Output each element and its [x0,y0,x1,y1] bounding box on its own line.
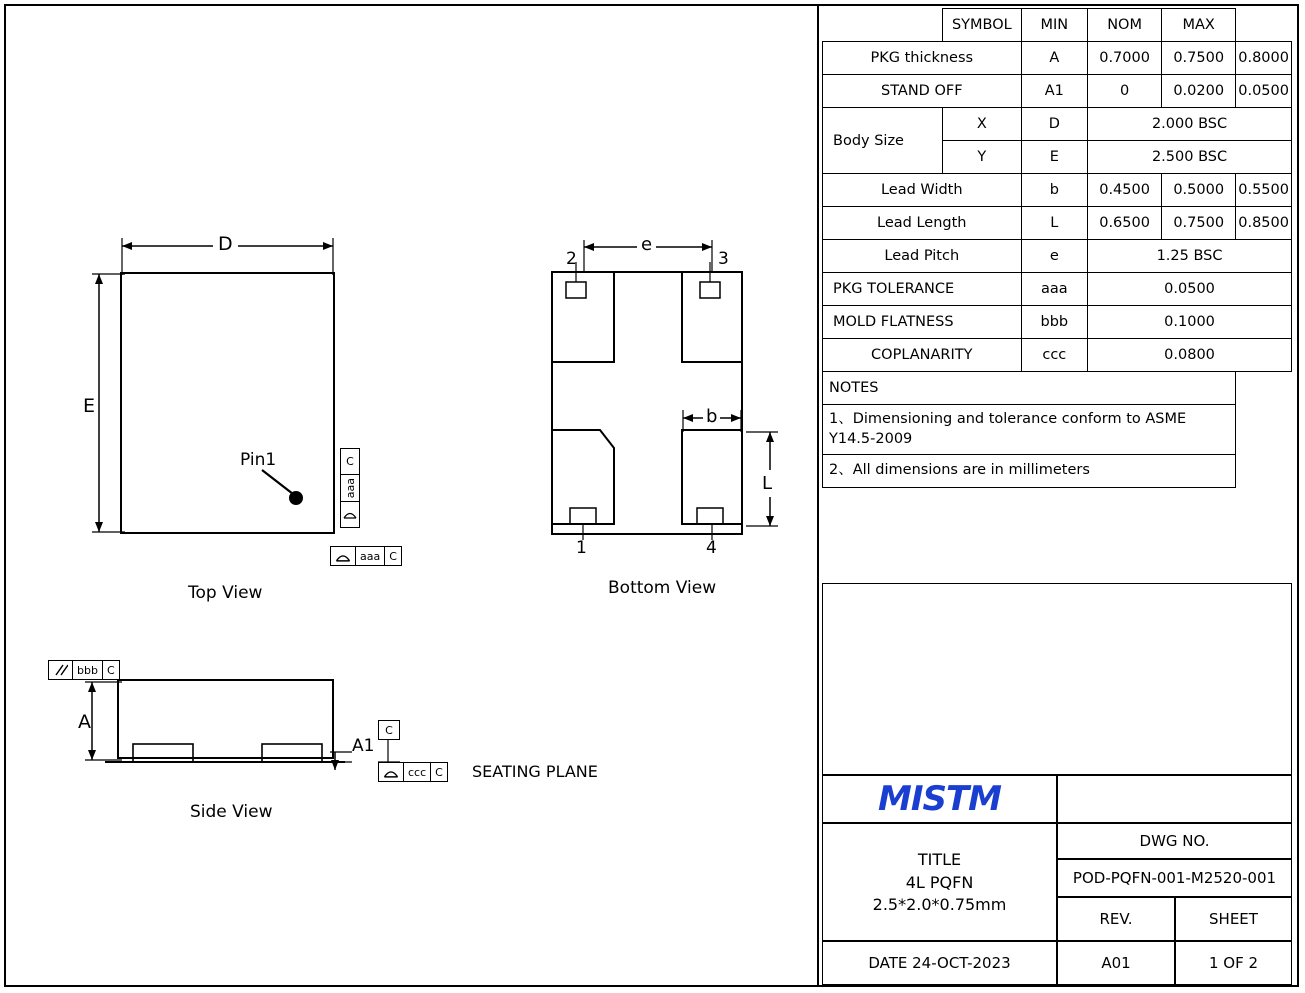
row-lead-pitch-value: 1.25 BSC [1088,240,1292,273]
top-view-d-label: D [213,233,238,255]
th-max: MAX [1162,9,1236,42]
notes-header-row [823,372,1292,405]
row-coplanarity-symbol: ccc [1021,339,1088,372]
note-row [823,455,1292,488]
rev-value: A01 [1101,954,1131,972]
bottom-view-caption: Bottom View [608,578,717,598]
row-pkg-thickness-symbol: A [1021,42,1088,75]
row-lead-width-max: 0.5500 [1236,174,1292,207]
row-pkg-thickness-min: 0.7000 [1088,42,1162,75]
fcf-datum-c: C [341,449,359,475]
seating-plane-label: SEATING PLANE [472,762,598,781]
row-body-size-axis-y: Y [943,141,1021,174]
sheet-value: 1 OF 2 [1208,954,1259,972]
table-row [823,108,1292,141]
company-logo: MISTM [878,779,1001,819]
dimension-table [822,8,1292,488]
notes-blank-area [822,583,1292,775]
bottom-view-e-label: e [637,234,656,255]
row-pkg-tolerance-symbol: aaa [1021,273,1088,306]
fcf-tolerance-aaa: aaa [341,475,359,501]
row-lead-length-symbol: L [1021,207,1088,240]
row-lead-length-nom: 0.7500 [1162,207,1236,240]
flatness-symbol-3 [379,763,404,781]
table-row [823,240,1292,273]
dwg-no-label-cell [1057,823,1292,859]
note-2: 2、All dimensions are in millimeters [823,455,1236,488]
row-standoff-min: 0 [1088,75,1162,108]
sheet-value-cell [1175,941,1292,985]
rev-label-cell [1057,897,1175,941]
date-cell [822,941,1057,985]
table-row [823,306,1292,339]
row-lead-width-param: Lead Width [823,174,1022,207]
table-header-row [823,9,1292,42]
row-lead-width-nom: 0.5000 [1162,174,1236,207]
dwg-no-value: POD-PQFN-001-M2520-001 [1072,869,1277,887]
dwg-no-value-cell [1057,859,1292,897]
date-value: DATE 24-OCT-2023 [868,954,1011,972]
note-row [823,405,1292,455]
row-coplanarity-value: 0.0800 [1088,339,1292,372]
row-body-size-symbol-e: E [1021,141,1088,174]
sheet-label-cell [1175,897,1292,941]
top-view-e-label: E [83,392,95,420]
parallelism-symbol [49,661,73,679]
side-view-a1-label: A1 [352,736,375,756]
row-pkg-thickness-param: PKG thickness [823,42,1022,75]
dwg-no-label: DWG NO. [1139,832,1210,850]
row-body-size-symbol-d: D [1021,108,1088,141]
row-lead-width-min: 0.4500 [1088,174,1162,207]
table-row [823,273,1292,306]
title-line-2: 2.5*2.0*0.75mm [872,895,1007,914]
rev-label: REV. [1099,910,1133,928]
bottom-view-l-label: L [762,470,772,497]
top-view-caption: Top View [188,583,263,603]
fcf-tolerance-aaa-2: aaa [356,547,385,565]
row-standoff-param: STAND OFF [823,75,1022,108]
row-lead-length-param: Lead Length [823,207,1022,240]
rev-value-cell [1057,941,1175,985]
row-mold-flatness-symbol: bbb [1021,306,1088,339]
th-param [823,9,943,42]
side-view-datum-c-box [378,720,400,740]
side-view-a-label: A [78,708,91,736]
row-standoff-nom: 0.0200 [1162,75,1236,108]
row-pkg-thickness-max: 0.8000 [1236,42,1292,75]
note-1: 1、Dimensioning and tolerance conform to ASME Y14.5-2009 [823,405,1236,455]
table-row [823,339,1292,372]
notes-header: NOTES [823,372,1236,405]
side-view-caption: Side View [190,802,273,822]
table-row [823,75,1292,108]
row-mold-flatness-value: 0.1000 [1088,306,1292,339]
table-row [823,207,1292,240]
title-line-1: 4L PQFN [905,873,974,892]
row-body-size-axis-x: X [943,108,1021,141]
row-body-size-param: Body Size [823,108,943,174]
th-min: MIN [1021,9,1088,42]
row-coplanarity-param: COPLANARITY [823,339,1022,372]
row-lead-length-min: 0.6500 [1088,207,1162,240]
table-row [823,174,1292,207]
table-row [823,42,1292,75]
logo-right-blank [1057,775,1292,823]
pad-number-2: 2 [566,249,577,269]
logo-cell [822,775,1057,823]
row-standoff-symbol: A1 [1021,75,1088,108]
fcf-datum-c-2: C [389,549,397,563]
row-lead-pitch-symbol: e [1021,240,1088,273]
title-cell [822,823,1057,941]
row-pkg-thickness-nom: 0.7500 [1162,42,1236,75]
pad-number-4: 4 [706,538,717,558]
th-symbol: SYMBOL [943,9,1021,42]
th-nom: NOM [1088,9,1162,42]
datum-c-letter: C [385,723,393,737]
pad-number-1: 1 [576,538,587,558]
row-body-size-e-value: 2.500 BSC [1088,141,1292,174]
row-lead-pitch-param: Lead Pitch [823,240,1022,273]
fcf-datum-c-4: C [435,765,443,779]
row-body-size-d-value: 2.000 BSC [1088,108,1292,141]
side-view-fcf-coplanarity [378,762,448,782]
pad-number-3: 3 [718,249,729,269]
row-lead-length-max: 0.8500 [1236,207,1292,240]
row-standoff-max: 0.0500 [1236,75,1292,108]
bottom-view-b-label: b [703,406,720,427]
sheet-label: SHEET [1209,910,1258,928]
row-pkg-tolerance-param: PKG TOLERANCE [823,273,1022,306]
fcf-datum-c-3: C [106,663,115,677]
row-lead-width-symbol: b [1021,174,1088,207]
fcf-tolerance-ccc: ccc [404,763,431,781]
title-label: TITLE [917,850,962,869]
fcf-tolerance-bbb: bbb [73,661,103,679]
row-mold-flatness-param: MOLD FLATNESS [823,306,1022,339]
row-pkg-tolerance-value: 0.0500 [1088,273,1292,306]
side-view-fcf-parallelism [48,660,120,680]
pin1-label: Pin1 [240,450,277,470]
